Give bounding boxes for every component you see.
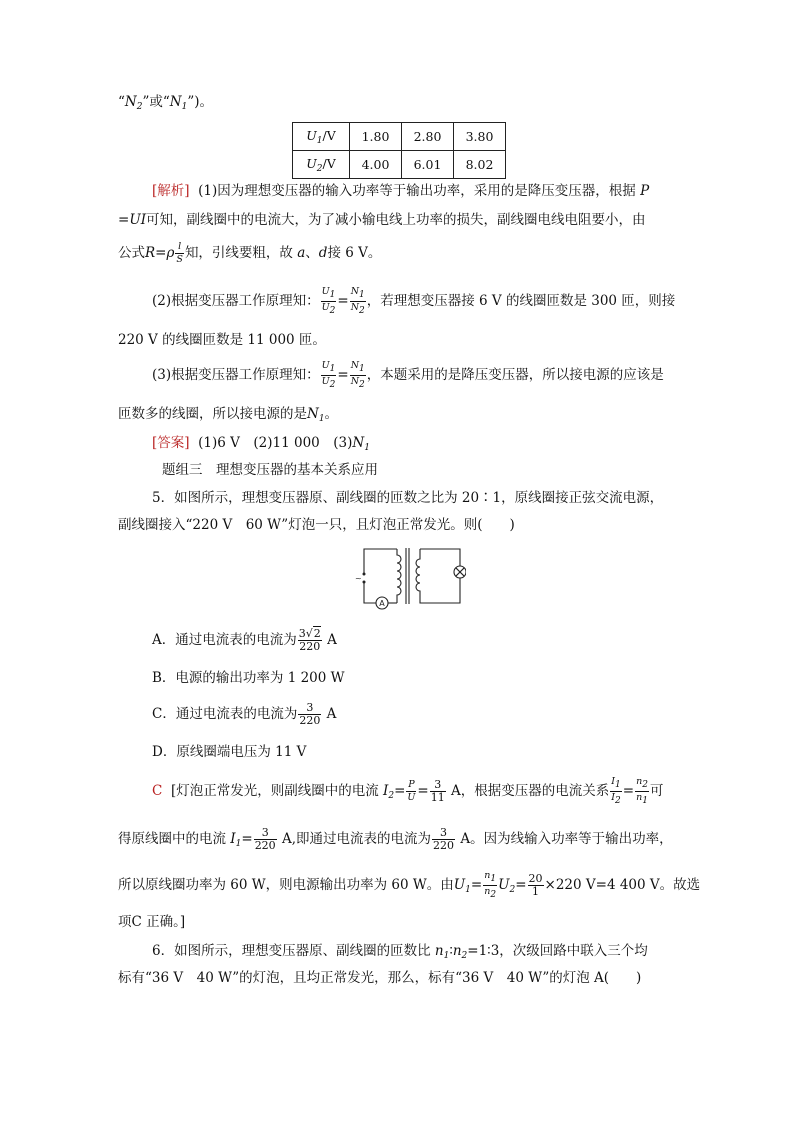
n2: n [484,886,491,897]
var-r: R [145,245,156,261]
q6-text-3: 标有“36 V 40 W”的灯泡，且均正常发光，那么，标有“36 V 40 W”的灯泡 A( ) [118,970,642,986]
answer-line [152,433,370,458]
unit-a: A [327,632,337,648]
u1-sub: 1 [329,364,336,374]
n2-sub: 2 [490,890,497,900]
fraction-20-over-1 [528,873,544,898]
frac-den [483,886,497,901]
answer-letter: C [152,783,163,799]
n1: N [350,360,359,371]
var-rho: ρ [166,245,175,261]
frac-num: l [175,241,184,254]
frac-num: 3 [432,827,455,840]
analysis-p2-text-2: ，若理想变压器接 6 V 的线圈匝数是 300 匝，则接 [366,293,676,309]
n1-sub: 1 [359,290,365,300]
svg-text:~: ~ [355,574,362,583]
top-line [118,92,213,117]
frac-den: 1 [532,885,540,898]
sol5-text-3: 可 [649,783,664,799]
fraction-u1-over-u2 [321,360,337,391]
u2-sub: 2 [329,380,336,390]
q5-line-1 [152,488,663,508]
fraction-u1-over-u2 [321,286,337,317]
frac-num: 3 [254,827,277,840]
analysis-p3-line-1 [152,358,664,392]
var-n1-sub: 1 [364,443,370,453]
table-cell: 1.80 [350,123,402,151]
frac-num: 3 [298,702,321,715]
section-title-text: 题组三 理想变压器的基本关系应用 [162,462,378,478]
answer-text: (1)6 V (2)11 000 (3) [198,435,353,451]
sol5-line-3 [118,866,700,909]
period: 。 [324,406,339,422]
var-p: P [640,183,650,199]
analysis-line-3 [118,238,381,268]
frac-den [635,792,649,807]
fraction-n1-over-n2 [483,870,497,901]
q5-option-d [152,742,306,762]
n1: n [484,870,491,881]
var-n1: N [307,406,319,422]
fraction-3-over-220 [254,827,277,852]
analysis-line-1 [152,181,649,201]
sol5-text-7: 所以原线圈功率为 60 W，则电源输出功率为 60 W。由 [118,877,454,893]
var-n2-sub: 2 [136,102,143,112]
fraction-p-over-u [406,779,416,804]
table-cell-label [293,151,350,179]
n2-sub: 2 [642,780,648,790]
var-n1-sub: 1 [181,102,188,112]
var-u1: U [453,877,466,893]
analysis-p3-text-3: 匝数多的线圈，所以接电源的是 [118,406,307,422]
q5-text: 5．如图所示，理想变压器原、副线圈的匝数之比为 20∶1，原线圈接正弦交流电源， [152,490,664,506]
fraction-n1-over-n2 [350,360,366,391]
n1-sub: 1 [359,364,365,374]
data-table [292,122,506,179]
var-d: d [318,245,328,261]
ratio-sep: ∶ [449,943,453,959]
frac-num [483,870,497,886]
var-u2-sub: 2 [509,885,516,895]
var-i2: I [383,783,389,799]
n2-sub: 2 [359,306,365,316]
frac-num: 3√2 [298,627,321,640]
analysis-p3-text: (3)根据变压器工作原理知： [152,367,320,383]
sol5-line-1 [152,772,663,815]
u1-unit: /V [322,127,336,143]
analysis-p3-line-2 [118,404,338,429]
table-cell: 6.01 [402,151,454,179]
var-n2-sub: 2 [461,951,468,961]
table-cell-label [293,123,350,151]
analysis-p1-text: (1)因为理想变压器的输入功率等于输出功率，采用的是降压变压器，根据 [198,183,636,199]
q5-line-2 [118,515,515,535]
q6-text: 6．如图所示，理想变压器原、副线圈的匝数比 [152,943,431,959]
sol5-text-5: A,即通过电流表的电流为 [281,831,432,847]
i2-sub: 2 [615,796,621,806]
i2: I [611,792,616,803]
frac-den [321,376,337,391]
var-n1-sub: 1 [443,951,450,961]
option-d-text: D．原线圈端电压为 11 V [152,744,307,760]
eq-sign: = [394,783,406,799]
frac-den: 220 [299,714,321,727]
var-n1: N [352,435,365,451]
sol5-text-2: A，根据变压器的电流关系 [451,783,610,799]
q5-option-c [152,694,336,734]
table-cell: 4.00 [350,151,402,179]
eq-sign: = [155,245,167,261]
frac-num [610,776,622,792]
eq-sign: = [118,212,130,228]
analysis-p2-text: (2)根据变压器工作原理知： [152,293,320,309]
analysis-line-2 [118,210,646,230]
num-3: 3 [298,627,306,640]
frac-num: 3 [430,779,446,792]
top-line-mid: ”或“ [142,94,170,110]
table-row [293,151,506,179]
q6-line-2 [118,968,641,988]
frac-den [350,376,366,391]
frac-den: 220 [254,839,276,852]
frac-den: U [407,792,416,803]
i1-sub: 1 [615,780,621,790]
n1: N [350,286,359,297]
q5-option-a [152,620,337,660]
fraction-n2-over-n1 [635,776,649,807]
eq-sign: = [470,877,483,893]
fraction-3-over-220 [432,827,455,852]
table-row [293,123,506,151]
option-c-text: C．通过电流表的电流为 [152,706,298,722]
u1: U [321,286,330,297]
q5-text-2: 副线圈接入“220 V 60 W”灯泡一只，且灯泡正常发光。则( ) [118,517,515,533]
u1-sub: 1 [329,290,336,300]
var-n2: n [452,943,462,959]
var-a: a [297,245,306,261]
frac-den [321,302,337,317]
table-cell: 3.80 [454,123,506,151]
n2: N [350,376,359,387]
n1-sub: 1 [490,874,497,884]
sol5-line-2 [118,820,673,863]
var-ui: UI [129,212,147,228]
sol5-text-4: 得原线圈中的电流 [118,831,226,847]
transformer-circuit-diagram [350,544,466,610]
u1-label: U [306,127,317,143]
answer-tag: [答案] [152,435,190,451]
n1: n [636,792,643,803]
eq-sign: = [622,783,635,799]
sol5-text: [灯泡正常发光，则副线圈中的电流 [170,783,379,799]
u2-sub: 2 [329,306,336,316]
analysis-p2-line-2 [118,330,326,350]
eq-sign: = [417,783,429,799]
unit-a: A [326,706,337,722]
u2-label: U [306,155,317,171]
u2-sub: 2 [316,163,323,174]
u2: U [321,302,330,313]
quote-open: “ [118,94,125,110]
frac-num [321,360,337,376]
option-b-text: B．电源的输出功率为 1 200 W [152,670,345,686]
u2-unit: /V [322,155,336,171]
frac-den: 220 [299,640,321,653]
n2: N [350,302,359,313]
fraction-3-over-11 [430,779,446,804]
analysis-tag: [解析] [152,183,190,199]
q6-line-1 [152,941,648,966]
sol5-text-8: ×220 V=4 400 V。故选 [544,877,701,893]
u1-sub: 1 [316,135,323,146]
analysis-p2-text-3: 220 V 的线圈匝数是 11 000 匝。 [118,332,326,348]
n1-sub: 1 [642,796,648,806]
fraction-3sqrt2-over-220 [298,628,322,653]
frac-num [321,286,337,302]
frac-den: 220 [433,839,455,852]
var-u2: U [498,877,510,893]
frac-den: S [176,254,183,265]
num-2: 2 [313,627,321,640]
table-cell: 2.80 [402,123,454,151]
sol5-line-4 [118,912,185,932]
var-u1-sub: 1 [465,885,471,895]
n2-sub: 2 [359,380,365,390]
u2: U [321,376,330,387]
frac-den [350,302,366,317]
analysis-p2-line-1 [152,284,675,318]
fraction-3-over-220 [298,702,321,727]
frac-den [610,792,622,807]
var-i2-sub: 2 [388,791,395,801]
frac-num [350,286,366,302]
ammeter-label: A [379,599,385,608]
analysis-p1-text-2: 可知，副线圈中的电流大，为了减小输电线上功率的损失，副线圈电线电阻要小，由 [146,212,646,228]
q6-text-2: =1∶3，次级回路中联入三个均 [467,943,648,959]
fraction-l-over-s [175,241,184,266]
q5-option-b [152,668,345,688]
u1: U [321,360,330,371]
var-i1-sub: 1 [235,839,242,849]
comma: 、 [305,245,319,261]
table-cell: 8.02 [454,151,506,179]
frac-num: 20 [528,872,543,885]
frac-num [635,776,649,792]
sol5-text-9: 项C 正确。] [118,914,186,930]
eq-sign: = [337,293,349,309]
analysis-p1-text-3: 知，引线要粗，故 [184,245,293,261]
frac-den: 11 [430,791,445,804]
analysis-p1-text-4: 接 6 V。 [327,245,382,261]
fraction-i1-over-i2 [610,776,622,807]
var-n2: N [124,94,137,110]
analysis-p3-text-2: ，本题采用的是降压变压器，所以接电源的应该是 [366,367,664,383]
eq-sign: = [241,831,253,847]
option-a-text: A．通过电流表的电流为 [152,632,297,648]
i1: I [611,776,616,787]
n2: n [636,776,643,787]
var-n1: n [434,943,444,959]
fraction-n1-over-n2 [350,286,366,317]
frac-num [350,360,366,376]
formula-label: 公式 [118,245,145,261]
top-line-end: ”)。 [187,94,213,110]
eq-sign: = [337,367,349,383]
var-i1: I [230,831,236,847]
eq-sign: = [515,877,527,893]
sol5-text-6: A。因为线输入功率等于输出功率， [460,831,673,847]
section-title [162,460,378,480]
var-n1: N [169,94,182,110]
var-n1-sub: 1 [318,414,325,424]
frac-num: P [408,779,415,790]
